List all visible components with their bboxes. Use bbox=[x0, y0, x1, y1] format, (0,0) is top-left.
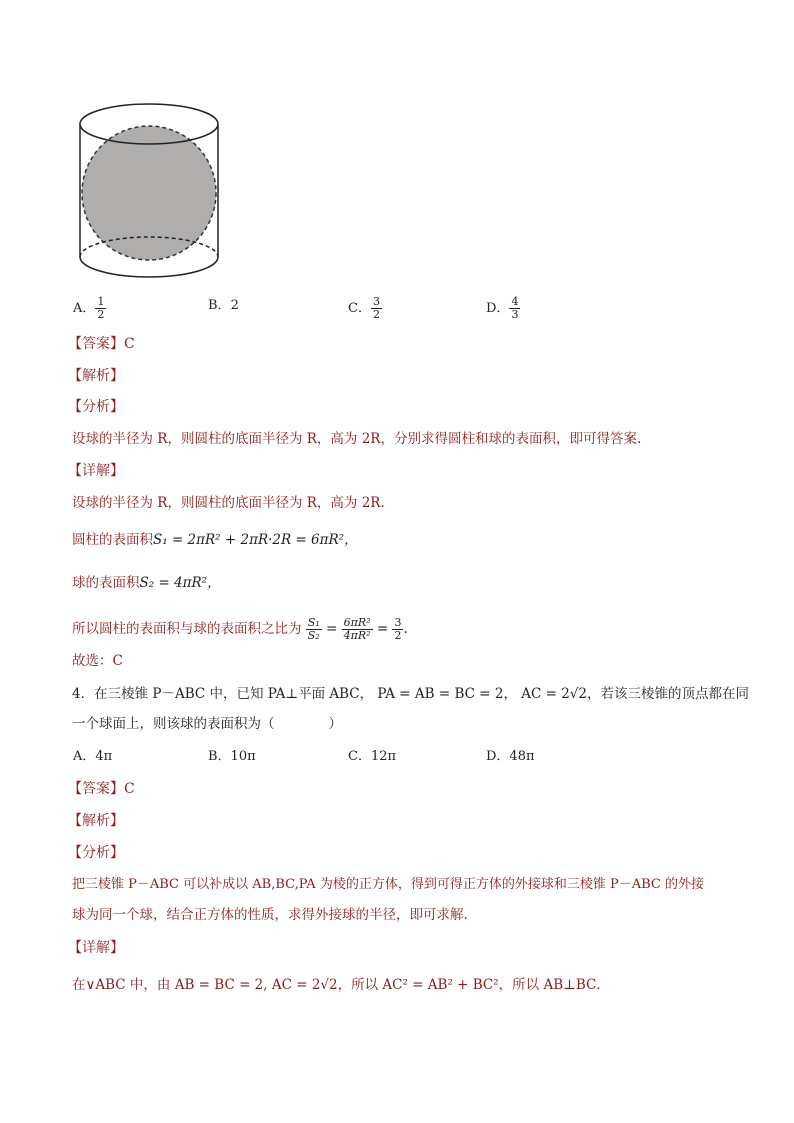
q4-jiexi-tag: 【解析】 bbox=[68, 813, 124, 829]
sphere-shape bbox=[82, 126, 216, 260]
q4-fenxi-tag: 【分析】 bbox=[68, 845, 124, 861]
q4-fenxi-line2: 球为同一个球，结合正方体的性质，求得外接球的半径，即可求解. bbox=[72, 907, 468, 923]
q4-fenxi-line1: 把三棱锥 P－ABC 可以补成以 AB,BC,PA 为棱的正方体，得到可得正方体的外接球和三棱锥 P－ABC 的外接 bbox=[72, 877, 704, 892]
q3-guxuan: 故选：C bbox=[72, 653, 123, 669]
q3-option-c: C． $\frac{3}{2}$ bbox=[348, 295, 380, 321]
q4-answer: 【答案】C bbox=[68, 781, 135, 797]
q3-detail-line2: 圆柱的表面积S₁ = 2πR² + 2πR·2R = 6πR²， bbox=[72, 532, 358, 548]
q4-option-d: D．48π bbox=[486, 749, 535, 764]
cylinder-sphere-figure bbox=[74, 95, 228, 285]
q3-fenxi-tag: 【分析】 bbox=[68, 399, 124, 415]
q3-detail-line4: 所以圆柱的表面积与球的表面积之比为 $\frac{\text{S₁}}{\text{S₂}}$ = $\frac{\text{6πR²}}{\text{4πR²}}$ = $\frac{3}{2}$ . bbox=[72, 616, 408, 642]
q4-option-a: A．4π bbox=[73, 749, 113, 764]
q4-option-c: C．12π bbox=[348, 749, 397, 764]
q3-answer: 【答案】C bbox=[68, 336, 135, 352]
q3-jiexi-tag: 【解析】 bbox=[68, 368, 124, 384]
q4-stem-line1: 4．在三棱锥 P－ABC 中，已知 PA⊥平面 ABC， PA = AB = BC = 2， AC = 2√2，若该三棱锥的顶点都在同 bbox=[72, 686, 749, 702]
q4-option-b: B．10π bbox=[208, 749, 256, 764]
q4-stem-line2: 一个球面上，则该球的表面积为（ ） bbox=[72, 716, 342, 732]
q3-option-a: A． $\frac{1}{2}$ bbox=[73, 295, 105, 321]
q3-option-b: B．2 bbox=[208, 298, 239, 313]
q3-detail-line3: 球的表面积S₂ = 4πR²， bbox=[72, 575, 221, 591]
q3-detail-line1: 设球的半径为 R，则圆柱的底面半径为 R，高为 2R． bbox=[72, 495, 394, 511]
q3-option-d: D． $\frac{4}{3}$ bbox=[486, 295, 519, 321]
q3-fenxi-text: 设球的半径为 R，则圆柱的底面半径为 R，高为 2R，分别求得圆柱和球的表面积，即可得答案. bbox=[72, 431, 642, 447]
q4-detail-line: 在∨ABC 中，由 AB = BC = 2, AC = 2√2，所以 AC² = AB² + BC²，所以 AB⊥BC． bbox=[72, 977, 610, 993]
q4-xiangjie-tag: 【详解】 bbox=[68, 940, 124, 956]
q3-xiangjie-tag: 【详解】 bbox=[68, 463, 124, 479]
